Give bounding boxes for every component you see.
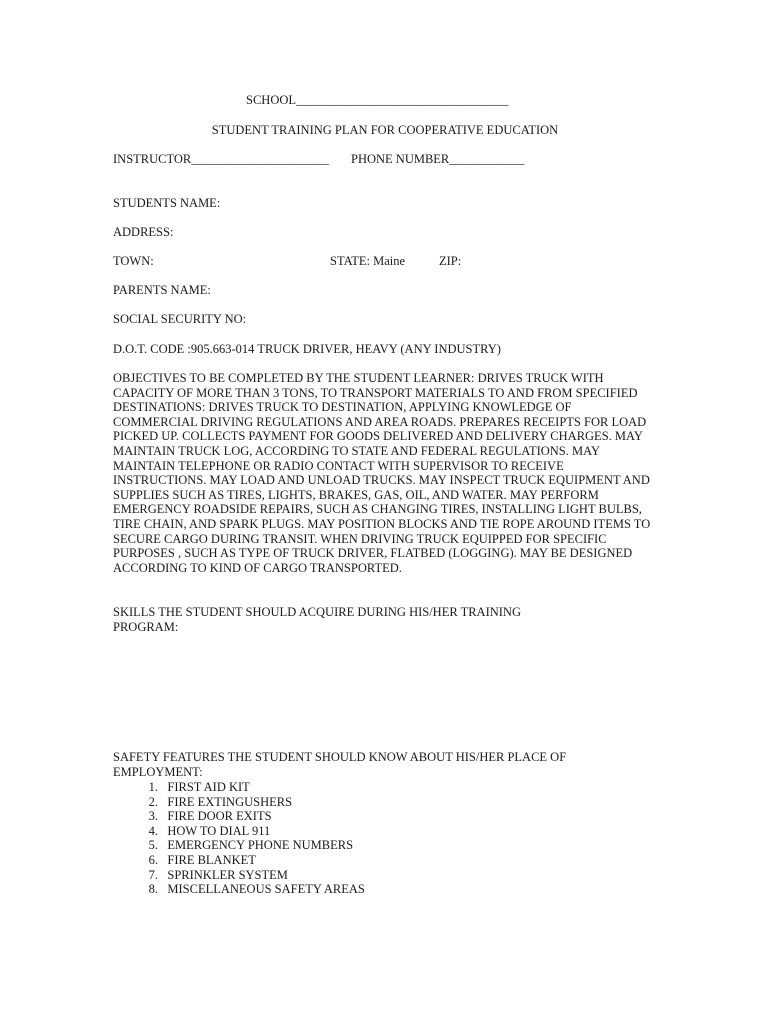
list-item [113,809,365,824]
list-item-text: FIRE BLANKET [167,852,256,867]
list-item-number: 8. [148,882,158,897]
list-item [113,882,365,897]
list-item-number: 3. [148,809,158,824]
list-item-number: 5. [148,838,158,853]
safety-heading: SAFETY FEATURES THE STUDENT SHOULD KNOW ABOUT HIS/HER PLACE OF EMPLOYMENT: [113,750,567,779]
phone-number-line: PHONE NUMBER____________ [351,152,525,166]
list-item-number: 1. [148,780,158,794]
list-item-text: EMERGENCY PHONE NUMBERS [167,838,354,853]
skills-heading: SKILLS THE STUDENT SHOULD ACQUIRE DURING HIS/HER TRAINING PROGRAM: [113,605,521,634]
list-item-number: 7. [148,867,158,882]
list-item [113,780,365,795]
safety-features-list [113,780,365,897]
list-item-text: HOW TO DIAL 911 [167,823,271,838]
town-label: TOWN: [113,254,154,268]
list-item-text: FIRE DOOR EXITS [167,809,272,824]
list-item [113,838,365,853]
students-name-label: STUDENTS NAME: [113,196,221,210]
objectives-paragraph: OBJECTIVES TO BE COMPLETED BY THE STUDENT LEARNER: DRIVES TRUCK WITH CAPACITY OF MORE THAN 3 TONS, TO TRANSPORT MATERIALS TO AND FROM SPECIFIED DESTINATIONS: DRIVES TRUCK TO DESTINATION, APPLYING KNOWLEDGE OF COMMERCIAL DRIVING REGULATIONS AND AREA ROADS. PREPARES RECEIPTS FOR LOAD PICKED UP. COLLECTS PAYMENT FOR GOODS DELIVERED AND DELIVERY CHARGES. MAY MAINTAIN TRUCK LOG, ACCORDING TO STATE AND FEDERAL REGULATIONS. MAY MAINTAIN TELEPHONE OR RADIO CONTACT WITH SUPERVISOR TO RECEIVE INSTRUCTIONS. MAY LOAD AND UNLOAD TRUCKS. MAY INSPECT TRUCK EQUIPMENT AND SUPPLIES SUCH AS TIRES, LIGHTS, BRAKES, GAS, OIL, AND WATER. MAY PERFORM EMERGENCY ROADSIDE REPAIRS, SUCH AS CHANGING TIRES, INSTALLING LIGHT BULBS, TIRE CHAIN, AND SPARK PLUGS. MAY POSITION BLOCKS AND TIE ROPE AROUND ITEMS TO SECURE CARGO DURING TRANSIT. WHEN DRIVING TRUCK EQUIPPED FOR SPECIFIC PURPOSES , SUCH AS TYPE OF TRUCK DRIVER, FLATBED (LOGGING). MAY BE DESIGNED ACCORDING TO KIND OF CARGO TRANSPORTED. [113,371,651,575]
social-security-label: SOCIAL SECURITY NO: [113,312,247,326]
address-label: ADDRESS: [113,225,174,239]
document-title: STUDENT TRAINING PLAN FOR COOPERATIVE EDUCATION [211,123,559,137]
list-item-text: SPRINKLER SYSTEM [167,867,288,882]
list-item-number: 4. [148,823,158,838]
zip-label: ZIP: [439,254,462,268]
list-item-text: MISCELLANEOUS SAFETY AREAS [167,882,365,897]
parents-name-label: PARENTS NAME: [113,283,211,297]
list-item [113,824,365,839]
list-item-text: FIRE EXTINGUSHERS [167,794,293,809]
list-item-number: 2. [148,794,158,809]
dot-code-line: D.O.T. CODE :905.663-014 TRUCK DRIVER, HEAVY (ANY INDUSTRY) [113,342,501,356]
list-item [113,853,365,868]
list-item-text: FIRST AID KIT [167,780,250,794]
state-label: STATE: Maine [330,254,406,268]
list-item [113,795,365,810]
instructor-line: INSTRUCTOR______________________ [113,152,329,166]
list-item [113,868,365,883]
list-item-number: 6. [148,852,158,867]
school-line: SCHOOL__________________________________ [246,93,509,107]
